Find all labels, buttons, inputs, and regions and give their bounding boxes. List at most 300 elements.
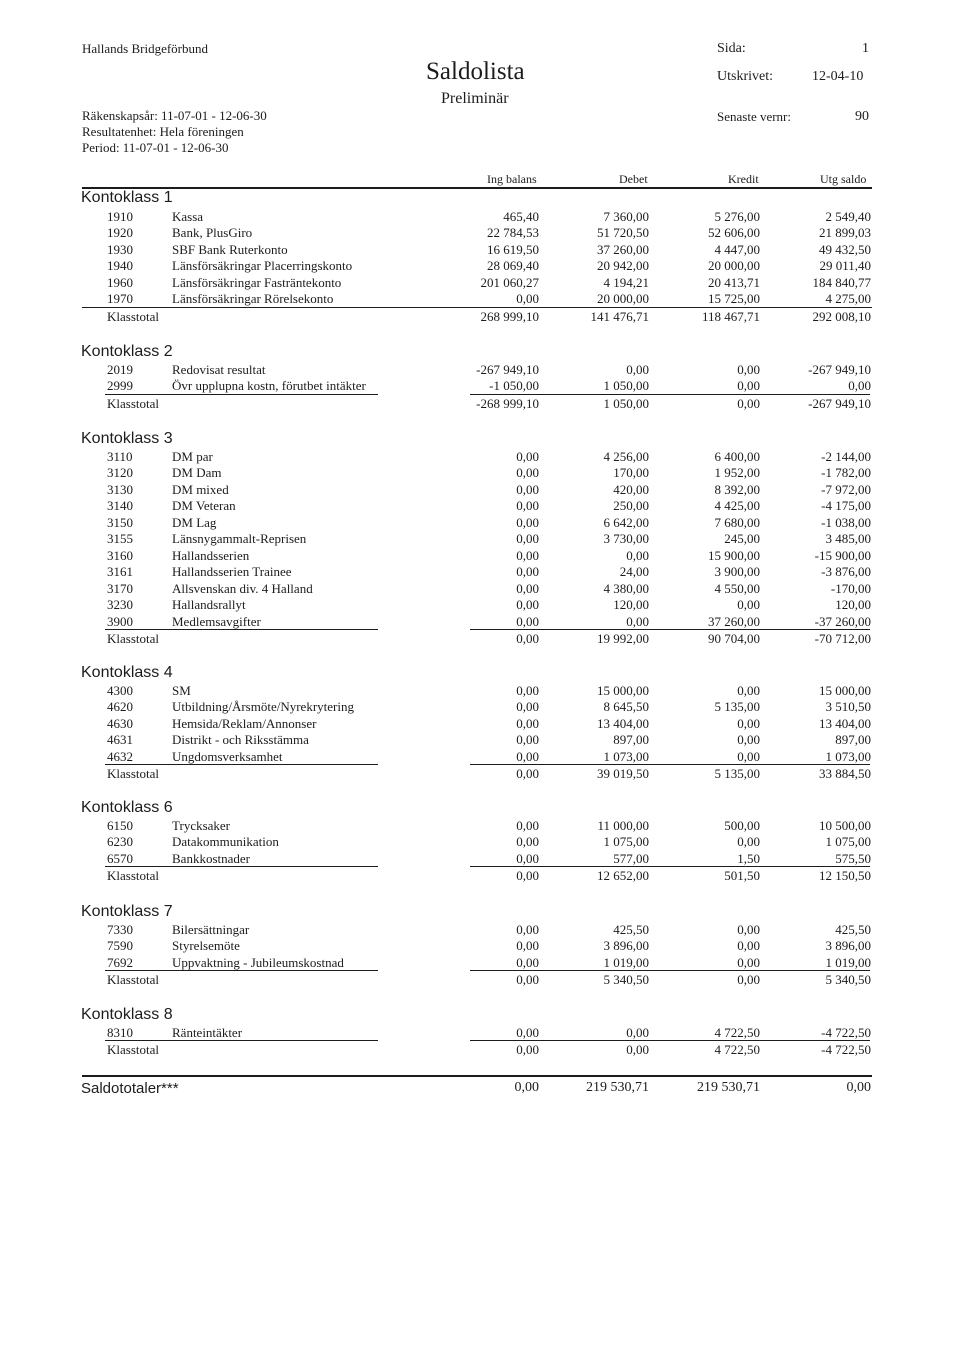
account-name: Styrelsemöte — [172, 938, 240, 953]
account-number: 3130 — [107, 482, 133, 497]
account-number: 3140 — [107, 498, 133, 513]
utg-saldo-value: 3 896,00 — [825, 938, 871, 953]
class-total-debet: 12 652,00 — [597, 868, 649, 883]
ing-balans-value: 0,00 — [516, 1025, 539, 1040]
account-row — [0, 378, 960, 394]
ing-balans-value: -267 949,10 — [476, 362, 539, 377]
period: Period: 11-07-01 - 12-06-30 — [82, 140, 229, 155]
kredit-value: 1 952,00 — [714, 465, 760, 480]
debet-value: 897,00 — [613, 732, 649, 747]
debet-value: 1 075,00 — [603, 834, 649, 849]
organization-name: Hallands Bridgeförbund — [82, 41, 209, 56]
class-total-underline — [82, 307, 872, 308]
class-total-debet: 5 340,50 — [603, 972, 649, 987]
account-name: Datakommunikation — [172, 834, 279, 849]
account-name: Bank, PlusGiro — [172, 225, 253, 240]
account-row — [0, 564, 960, 580]
utg-saldo-value: 49 432,50 — [819, 242, 871, 257]
class-total-utg: -70 712,00 — [814, 631, 871, 646]
kredit-value: 3 900,00 — [714, 564, 760, 579]
class-total-ing: -268 999,10 — [476, 396, 539, 411]
debet-value: 120,00 — [613, 597, 649, 612]
account-name: SBF Bank Ruterkonto — [172, 242, 288, 257]
ing-balans-value: 0,00 — [516, 597, 539, 612]
utg-saldo-value: -1 782,00 — [821, 465, 871, 480]
class-total-label: Klasstotal — [107, 766, 159, 781]
kredit-value: 0,00 — [737, 938, 760, 953]
account-number: 3110 — [107, 449, 133, 464]
ing-balans-value: 22 784,53 — [487, 225, 539, 240]
class-total-debet: 19 992,00 — [597, 631, 649, 646]
debet-value: 7 360,00 — [603, 209, 649, 224]
account-number: 6230 — [107, 834, 133, 849]
class-total-row — [0, 396, 960, 412]
grand-total-rule — [82, 1075, 872, 1077]
account-name: DM par — [172, 449, 213, 464]
class-total-utg: -4 722,50 — [821, 1042, 871, 1057]
account-row — [0, 922, 960, 938]
account-row — [0, 449, 960, 465]
account-number: 1940 — [107, 258, 133, 273]
account-row — [0, 209, 960, 225]
kredit-value: 4 447,00 — [714, 242, 760, 257]
ing-balans-value: 0,00 — [516, 955, 539, 970]
account-row — [0, 732, 960, 748]
class-title: Kontoklass 1 — [81, 189, 173, 206]
col-header-utg-saldo: Utg saldo — [820, 172, 867, 186]
account-number: 7590 — [107, 938, 133, 953]
class-total-row — [0, 972, 960, 988]
class-total-label: Klasstotal — [107, 396, 159, 411]
account-name: Länsnygammalt-Reprisen — [172, 531, 307, 546]
class-total-debet: 1 050,00 — [603, 396, 649, 411]
account-number: 1910 — [107, 209, 133, 224]
col-header-ing-balans: Ing balans — [487, 172, 537, 186]
class-underline — [105, 394, 378, 395]
ing-balans-value: 0,00 — [516, 548, 539, 563]
class-title: Kontoklass 7 — [81, 903, 173, 920]
class-total-utg: -267 949,10 — [808, 396, 871, 411]
utg-saldo-value: 425,50 — [835, 922, 871, 937]
class-underline — [105, 629, 378, 630]
grand-total-debet: 219 530,71 — [586, 1080, 649, 1095]
utg-saldo-value: 10 500,00 — [819, 818, 871, 833]
debet-value: 51 720,50 — [597, 225, 649, 240]
class-total-ing: 268 999,10 — [480, 309, 539, 324]
debet-value: 425,50 — [613, 922, 649, 937]
account-name: DM Lag — [172, 515, 217, 530]
utg-saldo-value: 0,00 — [848, 378, 871, 393]
class-total-ing: 0,00 — [516, 631, 539, 646]
kredit-value: 0,00 — [737, 597, 760, 612]
account-name: Hallandsserien — [172, 548, 250, 563]
account-row — [0, 938, 960, 954]
kredit-value: 52 606,00 — [708, 225, 760, 240]
debet-value: 13 404,00 — [597, 716, 649, 731]
printed-date: 12-04-10 — [812, 69, 864, 84]
grand-total-ing: 0,00 — [514, 1080, 539, 1095]
account-name: SM — [172, 683, 191, 698]
account-row — [0, 258, 960, 274]
kredit-value: 7 680,00 — [714, 515, 760, 530]
utg-saldo-value: 184 840,77 — [812, 275, 871, 290]
class-total-row — [0, 868, 960, 884]
header-rule — [82, 187, 872, 189]
account-number: 8310 — [107, 1025, 133, 1040]
ing-balans-value: 0,00 — [516, 465, 539, 480]
account-name: Bilersättningar — [172, 922, 250, 937]
class-total-kredit: 90 704,00 — [708, 631, 760, 646]
kredit-value: 0,00 — [737, 834, 760, 849]
debet-value: 4 256,00 — [603, 449, 649, 464]
account-row — [0, 955, 960, 971]
debet-value: 250,00 — [613, 498, 649, 513]
account-name: Länsförsäkringar Placerringskonto — [172, 258, 353, 273]
debet-value: 0,00 — [626, 362, 649, 377]
col-header-kredit: Kredit — [728, 172, 759, 186]
account-number: 3120 — [107, 465, 133, 480]
class-total-kredit: 118 467,71 — [701, 309, 760, 324]
account-number: 4631 — [107, 732, 133, 747]
account-name: Utbildning/Årsmöte/Nyrekrytering — [172, 699, 354, 714]
class-underline — [105, 1040, 378, 1041]
account-name: Distrikt - och Riksstämma — [172, 732, 309, 747]
debet-value: 8 645,50 — [603, 699, 649, 714]
account-row — [0, 275, 960, 291]
debet-value: 37 260,00 — [597, 242, 649, 257]
printed-label: Utskrivet: — [717, 69, 773, 84]
report-subtitle: Preliminär — [441, 90, 509, 107]
ing-balans-value: 0,00 — [516, 749, 539, 764]
class-total-label: Klasstotal — [107, 1042, 159, 1057]
kredit-value: 4 425,00 — [714, 498, 760, 513]
account-number: 2999 — [107, 378, 133, 393]
kredit-value: 0,00 — [737, 362, 760, 377]
kredit-value: 4 722,50 — [714, 1025, 760, 1040]
utg-saldo-value: 1 073,00 — [825, 749, 871, 764]
account-name: Allsvenskan div. 4 Halland — [172, 581, 313, 596]
class-underline-numbers — [470, 394, 870, 395]
ing-balans-value: 0,00 — [516, 515, 539, 530]
debet-value: 1 050,00 — [603, 378, 649, 393]
debet-value: 420,00 — [613, 482, 649, 497]
account-name: Uppvaktning - Jubileumskostnad — [172, 955, 344, 970]
account-row — [0, 362, 960, 378]
ing-balans-value: 0,00 — [516, 834, 539, 849]
account-name: Kassa — [172, 209, 204, 224]
account-row — [0, 716, 960, 732]
class-total-kredit: 0,00 — [737, 972, 760, 987]
utg-saldo-value: 3 510,50 — [825, 699, 871, 714]
ing-balans-value: 0,00 — [516, 449, 539, 464]
account-number: 4632 — [107, 749, 133, 764]
account-number: 7692 — [107, 955, 133, 970]
account-row — [0, 531, 960, 547]
debet-value: 170,00 — [613, 465, 649, 480]
account-row — [0, 291, 960, 307]
class-underline-numbers — [470, 866, 870, 867]
page-label: Sida: — [717, 41, 746, 56]
utg-saldo-value: -37 260,00 — [814, 614, 871, 629]
class-total-utg: 5 340,50 — [825, 972, 871, 987]
account-number: 1930 — [107, 242, 133, 257]
account-row — [0, 515, 960, 531]
class-total-label: Klasstotal — [107, 972, 159, 987]
class-total-kredit: 4 722,50 — [714, 1042, 760, 1057]
account-row — [0, 851, 960, 867]
ing-balans-value: 0,00 — [516, 922, 539, 937]
kredit-value: 0,00 — [737, 683, 760, 698]
utg-saldo-value: -4 722,50 — [821, 1025, 871, 1040]
account-row — [0, 749, 960, 765]
account-name: Hallandsrallyt — [172, 597, 246, 612]
kredit-value: 15 900,00 — [708, 548, 760, 563]
account-name: Redovisat resultat — [172, 362, 266, 377]
debet-value: 15 000,00 — [597, 683, 649, 698]
fiscal-year: Räkenskapsår: 11-07-01 - 12-06-30 — [82, 108, 267, 123]
kredit-value: 20 413,71 — [708, 275, 760, 290]
account-name: Ungdomsverksamhet — [172, 749, 283, 764]
ing-balans-value: 0,00 — [516, 291, 539, 306]
account-row — [0, 834, 960, 850]
class-underline-numbers — [470, 629, 870, 630]
debet-value: 0,00 — [626, 548, 649, 563]
account-row — [0, 597, 960, 613]
kredit-value: 37 260,00 — [708, 614, 760, 629]
account-number: 3155 — [107, 531, 133, 546]
account-name: Länsförsäkringar Rörelsekonto — [172, 291, 334, 306]
grand-total-kredit: 219 530,71 — [697, 1080, 760, 1095]
utg-saldo-value: 897,00 — [835, 732, 871, 747]
col-header-debet: Debet — [619, 172, 648, 186]
utg-saldo-value: 575,50 — [835, 851, 871, 866]
kredit-value: 0,00 — [737, 922, 760, 937]
class-total-row — [0, 631, 960, 647]
account-number: 3230 — [107, 597, 133, 612]
account-number: 4630 — [107, 716, 133, 731]
account-number: 2019 — [107, 362, 133, 377]
class-total-row — [0, 1042, 960, 1058]
verno-label: Senaste vernr: — [717, 109, 792, 124]
class-total-row — [0, 766, 960, 782]
account-number: 6570 — [107, 851, 133, 866]
class-total-debet: 0,00 — [626, 1042, 649, 1057]
account-name: Medlemsavgifter — [172, 614, 261, 629]
class-total-label: Klasstotal — [107, 868, 159, 883]
account-row — [0, 1025, 960, 1041]
ing-balans-value: 0,00 — [516, 732, 539, 747]
ing-balans-value: -1 050,00 — [489, 378, 539, 393]
kredit-value: 0,00 — [737, 716, 760, 731]
account-name: Hallandsserien Trainee — [172, 564, 292, 579]
ing-balans-value: 0,00 — [516, 482, 539, 497]
account-name: DM mixed — [172, 482, 229, 497]
account-number: 1920 — [107, 225, 133, 240]
account-name: Hemsida/Reklam/Annonser — [172, 716, 317, 731]
class-title: Kontoklass 4 — [81, 664, 173, 681]
account-row — [0, 818, 960, 834]
utg-saldo-value: 1 019,00 — [825, 955, 871, 970]
utg-saldo-value: -1 038,00 — [821, 515, 871, 530]
ing-balans-value: 0,00 — [516, 531, 539, 546]
kredit-value: 0,00 — [737, 749, 760, 764]
class-title: Kontoklass 2 — [81, 343, 173, 360]
utg-saldo-value: 120,00 — [835, 597, 871, 612]
account-number: 1970 — [107, 291, 133, 306]
debet-value: 20 942,00 — [597, 258, 649, 273]
debet-value: 4 380,00 — [603, 581, 649, 596]
kredit-value: 500,00 — [724, 818, 760, 833]
ing-balans-value: 201 060,27 — [480, 275, 539, 290]
class-total-ing: 0,00 — [516, 972, 539, 987]
utg-saldo-value: 15 000,00 — [819, 683, 871, 698]
kredit-value: 0,00 — [737, 955, 760, 970]
debet-value: 20 000,00 — [597, 291, 649, 306]
account-name: DM Veteran — [172, 498, 236, 513]
utg-saldo-value: 4 275,00 — [825, 291, 871, 306]
class-total-kredit: 501,50 — [724, 868, 760, 883]
kredit-value: 5 276,00 — [714, 209, 760, 224]
ing-balans-value: 0,00 — [516, 851, 539, 866]
class-underline — [105, 970, 378, 971]
utg-saldo-value: -4 175,00 — [821, 498, 871, 513]
account-name: DM Dam — [172, 465, 222, 480]
account-number: 3170 — [107, 581, 133, 596]
debet-value: 577,00 — [613, 851, 649, 866]
class-total-label: Klasstotal — [107, 631, 159, 646]
debet-value: 0,00 — [626, 1025, 649, 1040]
debet-value: 0,00 — [626, 614, 649, 629]
account-row — [0, 548, 960, 564]
kredit-value: 245,00 — [724, 531, 760, 546]
ing-balans-value: 0,00 — [516, 614, 539, 629]
class-underline-numbers — [470, 764, 870, 765]
class-title: Kontoklass 6 — [81, 799, 173, 816]
ing-balans-value: 0,00 — [516, 581, 539, 596]
ing-balans-value: 0,00 — [516, 683, 539, 698]
kredit-value: 6 400,00 — [714, 449, 760, 464]
ing-balans-value: 0,00 — [516, 699, 539, 714]
debet-value: 1 019,00 — [603, 955, 649, 970]
ing-balans-value: 0,00 — [516, 498, 539, 513]
kredit-value: 8 392,00 — [714, 482, 760, 497]
class-total-label: Klasstotal — [107, 309, 159, 324]
kredit-value: 0,00 — [737, 732, 760, 747]
debet-value: 1 073,00 — [603, 749, 649, 764]
utg-saldo-value: -7 972,00 — [821, 482, 871, 497]
class-underline — [105, 764, 378, 765]
utg-saldo-value: -15 900,00 — [814, 548, 871, 563]
account-row — [0, 465, 960, 481]
kredit-value: 15 725,00 — [708, 291, 760, 306]
ing-balans-value: 0,00 — [516, 564, 539, 579]
debet-value: 3 730,00 — [603, 531, 649, 546]
ing-balans-value: 0,00 — [516, 938, 539, 953]
account-name: Bankkostnader — [172, 851, 250, 866]
kredit-value: 0,00 — [737, 378, 760, 393]
account-name: Trycksaker — [172, 818, 231, 833]
class-total-utg: 12 150,50 — [819, 868, 871, 883]
utg-saldo-value: -2 144,00 — [821, 449, 871, 464]
utg-saldo-value: 21 899,03 — [819, 225, 871, 240]
class-underline-numbers — [470, 970, 870, 971]
account-row — [0, 581, 960, 597]
utg-saldo-value: 1 075,00 — [825, 834, 871, 849]
account-row — [0, 683, 960, 699]
class-total-utg: 292 008,10 — [812, 309, 871, 324]
grand-total-utg: 0,00 — [846, 1080, 871, 1095]
utg-saldo-value: -267 949,10 — [808, 362, 871, 377]
class-total-row — [0, 309, 960, 325]
account-row — [0, 498, 960, 514]
class-title: Kontoklass 8 — [81, 1006, 173, 1023]
account-number: 4620 — [107, 699, 133, 714]
utg-saldo-value: -3 876,00 — [821, 564, 871, 579]
account-number: 3161 — [107, 564, 133, 579]
account-name: Länsförsäkringar Fasträntekonto — [172, 275, 342, 290]
kredit-value: 1,50 — [737, 851, 760, 866]
ing-balans-value: 0,00 — [516, 818, 539, 833]
debet-value: 3 896,00 — [603, 938, 649, 953]
class-underline-numbers — [470, 1040, 870, 1041]
verno-value: 90 — [855, 109, 869, 124]
class-total-ing: 0,00 — [516, 1042, 539, 1057]
ing-balans-value: 28 069,40 — [487, 258, 539, 273]
account-number: 1960 — [107, 275, 133, 290]
utg-saldo-value: 2 549,40 — [825, 209, 871, 224]
account-number: 4300 — [107, 683, 133, 698]
kredit-value: 4 550,00 — [714, 581, 760, 596]
page-number: 1 — [862, 41, 869, 56]
debet-value: 24,00 — [619, 564, 649, 579]
debet-value: 6 642,00 — [603, 515, 649, 530]
class-total-utg: 33 884,50 — [819, 766, 871, 781]
account-row — [0, 225, 960, 241]
class-total-ing: 0,00 — [516, 766, 539, 781]
class-total-debet: 141 476,71 — [590, 309, 649, 324]
account-number: 3150 — [107, 515, 133, 530]
account-number: 3160 — [107, 548, 133, 563]
account-row — [0, 482, 960, 498]
account-name: Övr upplupna kostn, förutbet intäkter — [172, 378, 366, 393]
utg-saldo-value: -170,00 — [830, 581, 871, 596]
ing-balans-value: 0,00 — [516, 716, 539, 731]
debet-value: 4 194,21 — [603, 275, 649, 290]
class-total-kredit: 5 135,00 — [714, 766, 760, 781]
account-row — [0, 699, 960, 715]
report-title: Saldolista — [426, 58, 525, 85]
utg-saldo-value: 13 404,00 — [819, 716, 871, 731]
utg-saldo-value: 3 485,00 — [825, 531, 871, 546]
account-row — [0, 614, 960, 630]
ing-balans-value: 16 619,50 — [487, 242, 539, 257]
class-total-ing: 0,00 — [516, 868, 539, 883]
account-name: Ränteintäkter — [172, 1025, 243, 1040]
account-row — [0, 242, 960, 258]
result-unit: Resultatenhet: Hela föreningen — [82, 124, 244, 139]
class-title: Kontoklass 3 — [81, 430, 173, 447]
ing-balans-value: 465,40 — [503, 209, 539, 224]
account-number: 3900 — [107, 614, 133, 629]
account-number: 6150 — [107, 818, 133, 833]
account-number: 7330 — [107, 922, 133, 937]
class-total-debet: 39 019,50 — [597, 766, 649, 781]
debet-value: 11 000,00 — [597, 818, 649, 833]
class-underline — [105, 866, 378, 867]
utg-saldo-value: 29 011,40 — [819, 258, 871, 273]
grand-total-label: Saldototaler*** — [81, 1080, 179, 1097]
kredit-value: 5 135,00 — [714, 699, 760, 714]
